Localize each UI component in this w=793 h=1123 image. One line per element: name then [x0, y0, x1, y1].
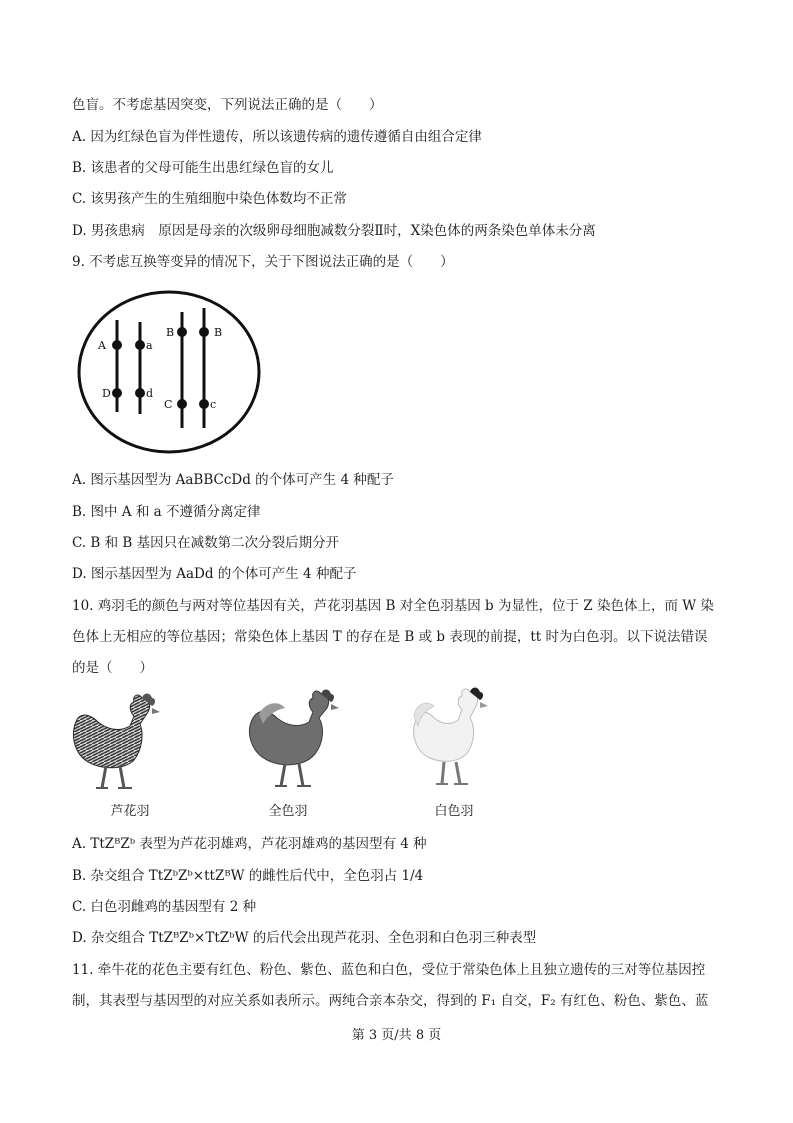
gene-label: B	[214, 326, 223, 339]
gene-label: d	[146, 387, 154, 400]
option-d: D. 男孩患病 原因是母亲的次级卵母细胞减数分裂Ⅱ时，X染色体的两条染色单体未分离	[72, 223, 596, 239]
option-a: A. 因为红绿色盲为伴性遗传，所以该遗传病的遗传遵循自由组合定律	[72, 129, 482, 145]
gene-label: a	[146, 339, 153, 352]
gene-label: c	[210, 398, 217, 411]
gene-label: D	[102, 387, 111, 400]
solid-rooster-image	[245, 688, 349, 792]
white-rooster-image	[410, 686, 494, 790]
gene-label: C	[164, 398, 173, 411]
question-10-stem-2: 色体上无相应的等位基因；常染色体上基因 T 的存在是 B 或 b 表现的前提，tt 时为白色羽。以下说法错误	[72, 629, 708, 645]
text-line: 色盲。不考虑基因突变，下列说法正确的是（ ）	[72, 97, 383, 113]
q9-option-b: B. 图中 A 和 a 不遵循分离定律	[72, 504, 261, 520]
caption-white: 白色羽	[434, 804, 474, 819]
q10-option-a: A. TtZᴮZᵇ 表型为芦花羽雄鸡，芦花羽雄鸡的基因型有 4 种	[72, 836, 427, 852]
gene-label: B	[166, 326, 175, 339]
option-c: C. 该男孩产生的生殖细胞中染色体数均不正常	[72, 191, 347, 207]
locus-dot	[135, 388, 145, 398]
barred-rooster-image	[68, 690, 168, 794]
q10-option-d: D. 杂交组合 TtZᴮZᵇ×TtZᵇW 的后代会出现芦花羽、全色羽和白色羽三种表型	[72, 930, 537, 946]
question-11-stem-2: 制，其表型与基因型的对应关系如表所示。两纯合亲本杂交，得到的 F₁ 自交，F₂ 有红色、粉色、紫色、蓝	[72, 993, 709, 1009]
q9-option-c: C. B 和 B 基因只在减数第二次分裂后期分开	[72, 535, 340, 551]
caption-solid: 全色羽	[268, 804, 308, 819]
question-10-stem-3: 的是（ ）	[72, 660, 153, 676]
locus-dot	[112, 340, 122, 350]
q9-option-a: A. 图示基因型为 AaBBCcDd 的个体可产生 4 种配子	[72, 472, 394, 488]
locus-dot	[177, 327, 187, 337]
locus-dot	[199, 327, 209, 337]
locus-dot	[112, 388, 122, 398]
gene-label: A	[98, 339, 106, 352]
q10-option-b: B. 杂交组合 TtZᵇZᵇ×ttZᴮW 的雌性后代中，全色羽占 1/4	[72, 868, 424, 884]
page-footer: 第 3 页/共 8 页	[351, 1028, 442, 1043]
q10-option-c: C. 白色羽雌鸡的基因型有 2 种	[72, 899, 257, 915]
option-b: B. 该患者的父母可能生出患红绿色盲的女儿	[72, 160, 334, 176]
q9-option-d: D. 图示基因型为 AaDd 的个体可产生 4 种配子	[72, 566, 357, 582]
locus-dot	[135, 340, 145, 350]
question-10-stem-1: 10. 鸡羽毛的颜色与两对等位基因有关，芦花羽基因 B 对全色羽基因 b 为显性，位于 Z 染色体上，而 W 染	[72, 598, 714, 614]
cell-outline	[79, 292, 259, 452]
question-11-stem-1: 11. 牵牛花的花色主要有红色、粉色、紫色、蓝色和白色，受位于常染色体上且独立遗传的三对等位基因控	[72, 962, 706, 978]
chromosome-diagram	[76, 288, 262, 456]
question-9-stem: 9. 不考虑互换等变异的情况下，关于下图说法正确的是（ ）	[72, 254, 454, 270]
locus-dot	[177, 399, 187, 409]
locus-dot	[199, 399, 209, 409]
caption-barred: 芦花羽	[110, 804, 150, 819]
